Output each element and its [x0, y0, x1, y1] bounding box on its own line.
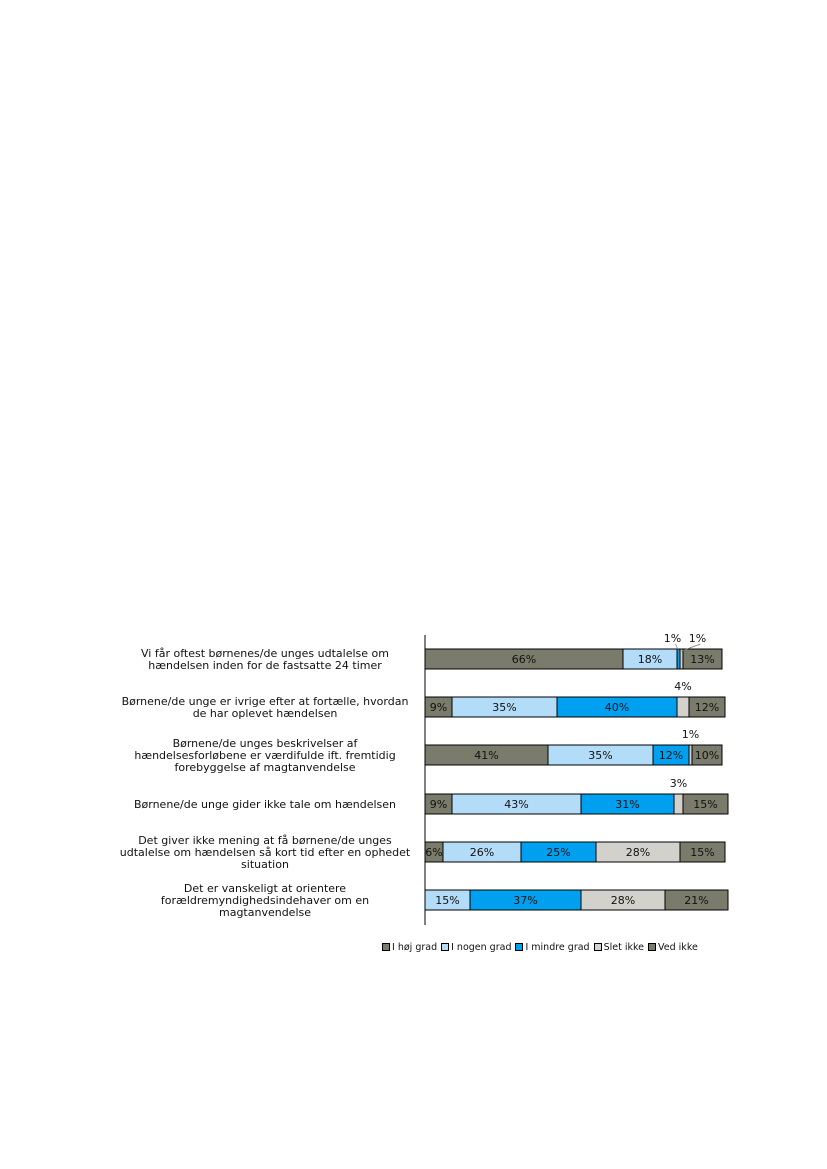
legend-item-i-hoj-grad [382, 941, 437, 953]
data-label-5-4: 21% [684, 894, 709, 907]
callout-label-2-3: 1% [681, 728, 700, 741]
data-label-4-1: 26% [469, 846, 495, 859]
data-label-2-0: 41% [474, 749, 499, 762]
chart-legend [382, 941, 702, 953]
data-label-0-1: 18% [637, 653, 663, 666]
data-label-3-2: 31% [615, 798, 640, 811]
data-label-2-1: 35% [588, 749, 613, 762]
data-label-5-2: 37% [513, 894, 538, 907]
data-label-4-2: 25% [546, 846, 571, 859]
bar-segment-1-3 [677, 697, 689, 717]
data-label-1-2: 40% [604, 701, 630, 714]
data-label-1-4: 12% [694, 701, 720, 714]
data-label-2-2: 12% [658, 749, 684, 762]
callout-label-1-3: 4% [674, 680, 692, 693]
data-label-3-4: 15% [693, 798, 718, 811]
data-label-4-3: 28% [625, 846, 651, 859]
data-label-4-4: 15% [690, 846, 715, 859]
legend-label: I høj grad [392, 941, 438, 953]
callout-label-3-3: 3% [669, 777, 688, 790]
category-label-4: Det giver ikke mening at få børnene/de unges udtalelse om hændelsen så kort tid efter en ophedet situation [119, 834, 411, 871]
category-label-1: Børnene/de unge er ivrige efter at fortælle, hvordan de har oplevet hændelsen [121, 695, 409, 720]
data-label-0-0: 66% [511, 653, 537, 666]
category-label-0: Vi får oftest børnenes/de unges udtalelse om hændelsen inden for de fastsatte 24 timer [141, 647, 389, 672]
legend-label: I nogen grad [451, 941, 512, 953]
legend-swatch [594, 943, 602, 951]
bar-segment-3-3 [674, 794, 683, 814]
category-label-3: Børnene/de unge gider ikke tale om hændelsen [133, 798, 397, 811]
category-label-2: Børnene/de unges beskrivelser af hændelsesforløbene er værdifulde ift. fremtidig forebyggelse af magtanvendelse [134, 737, 396, 774]
legend-item-slet-ikke [594, 941, 644, 953]
legend-label: Ved ikke [658, 941, 698, 953]
data-label-2-4: 10% [694, 749, 720, 762]
legend-swatch [382, 943, 390, 951]
data-label-5-3: 28% [610, 894, 636, 907]
legend-label: Slet ikke [603, 941, 645, 953]
data-label-3-1: 43% [504, 798, 529, 811]
legend-swatch [648, 943, 656, 951]
legend-swatch [441, 943, 449, 951]
data-label-4-0: 6% [425, 846, 443, 859]
legend-item-ved-ikke [648, 941, 698, 953]
legend-label: I mindre grad [525, 941, 590, 953]
data-label-1-0: 9% [429, 701, 448, 714]
callout-label-0-2: 1% [663, 632, 682, 645]
legend-item-i-nogen-grad [441, 941, 511, 953]
legend-swatch [515, 943, 523, 951]
data-label-3-0: 9% [429, 798, 448, 811]
legend-item-i-mindre-grad [515, 941, 589, 953]
category-label-5: Det er vanskeligt at orientere forældremyndighedsindehaver om en magtanvendelse [160, 882, 370, 919]
data-label-0-4: 13% [690, 653, 715, 666]
data-label-1-1: 35% [492, 701, 517, 714]
data-label-5-1: 15% [435, 894, 460, 907]
callout-label-0-3: 1% [688, 632, 707, 645]
